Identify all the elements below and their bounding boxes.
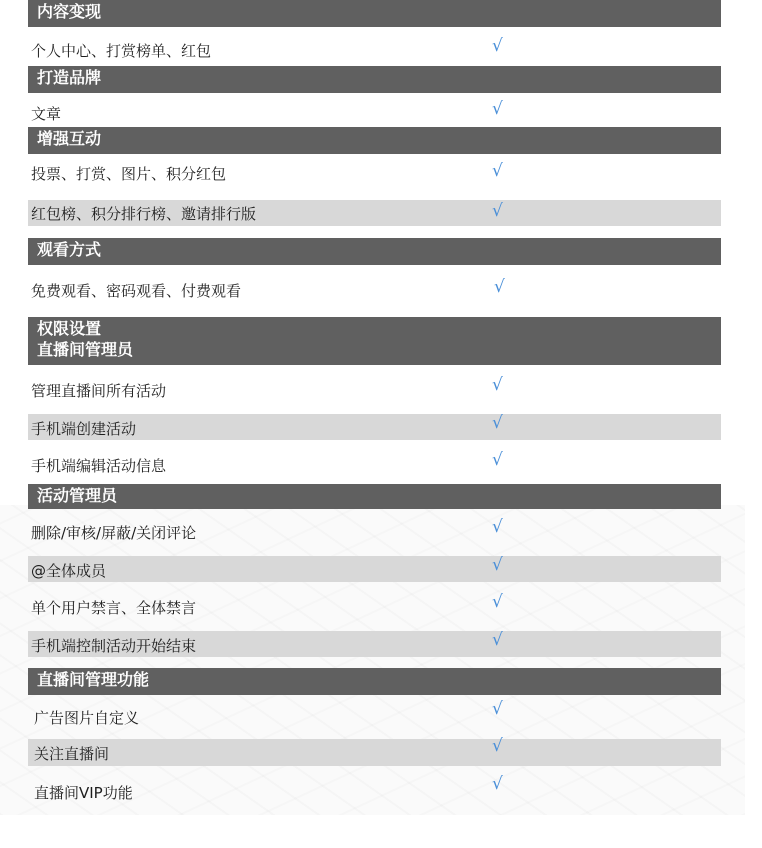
check-icon: √	[492, 450, 503, 470]
feature-row	[28, 699, 721, 729]
feature-row	[28, 99, 721, 125]
section-header-room-management	[28, 668, 721, 695]
feature-label: 删除/审核/屏蔽/关闭评论	[31, 524, 197, 542]
feature-row	[28, 736, 721, 766]
section-title: 直播间管理功能	[37, 670, 150, 689]
section-title: 活动管理员	[37, 486, 118, 505]
check-icon: √	[492, 736, 503, 756]
feature-row	[28, 774, 721, 804]
feature-label: @全体成员	[31, 562, 107, 580]
check-icon: √	[492, 201, 503, 221]
feature-row	[28, 159, 721, 185]
feature-label: 手机端控制活动开始结束	[31, 637, 197, 655]
check-icon: √	[492, 592, 503, 612]
feature-label: 关注直播间	[34, 745, 110, 763]
section-title: 打造品牌	[37, 68, 102, 87]
feature-label: 个人中心、打赏榜单、红包	[31, 42, 212, 60]
section-title: 权限设置	[37, 319, 102, 338]
feature-label: 红包榜、积分排行榜、邀请排行版	[31, 205, 257, 223]
feature-row	[28, 414, 721, 440]
feature-row	[28, 276, 721, 302]
check-icon: √	[492, 99, 503, 119]
check-icon: √	[492, 36, 503, 56]
section-header-brand-building	[28, 66, 721, 93]
feature-row	[28, 36, 721, 62]
section-header-viewing-mode	[28, 238, 721, 265]
section-header-enhanced-interaction	[28, 127, 721, 154]
feature-label: 单个用户禁言、全体禁言	[31, 599, 197, 617]
section-title: 观看方式	[37, 240, 102, 259]
section-title: 内容变现	[37, 2, 102, 21]
section-subtitle: 直播间管理员	[37, 340, 134, 359]
feature-row	[28, 518, 721, 544]
section-header-permissions	[28, 317, 721, 365]
section-title: 增强互动	[37, 129, 102, 148]
check-icon: √	[492, 699, 503, 719]
feature-row	[28, 594, 721, 620]
check-icon: √	[494, 277, 505, 297]
check-icon: √	[492, 375, 503, 395]
feature-row	[28, 376, 721, 402]
feature-label: 投票、打赏、图片、积分红包	[31, 165, 227, 183]
feature-label: 文章	[31, 105, 62, 123]
check-icon: √	[492, 630, 503, 650]
feature-label: 免费观看、密码观看、付费观看	[31, 282, 242, 300]
feature-row	[28, 556, 721, 582]
feature-row	[28, 200, 721, 226]
feature-label: 广告图片自定义	[34, 709, 140, 727]
feature-label: 管理直播间所有活动	[31, 382, 167, 400]
feature-row	[28, 631, 721, 657]
section-header-event-admin	[28, 484, 721, 509]
feature-label: 直播间VIP功能	[34, 784, 133, 802]
feature-label: 手机端编辑活动信息	[31, 457, 167, 475]
check-icon: √	[492, 774, 503, 794]
background-texture	[0, 505, 745, 815]
section-header-content-monetization	[28, 0, 721, 27]
check-icon: √	[492, 555, 503, 575]
feature-row	[28, 452, 721, 478]
feature-label: 手机端创建活动	[31, 420, 137, 438]
check-icon: √	[492, 161, 503, 181]
check-icon: √	[492, 413, 503, 433]
check-icon: √	[492, 517, 503, 537]
